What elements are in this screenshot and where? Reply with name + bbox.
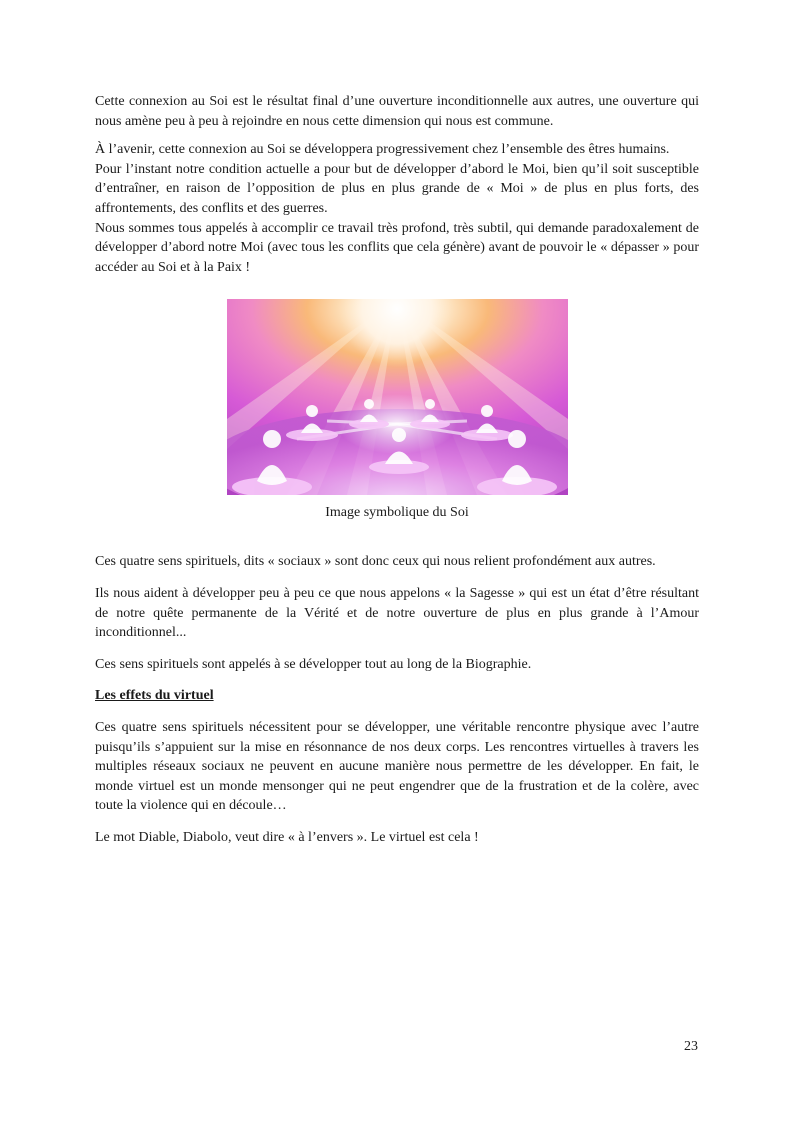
paragraph: Ces sens spirituels sont appelés à se développer tout au long de la Biographie. — [95, 656, 532, 672]
figure-caption: Image symbolique du Soi — [325, 505, 469, 521]
paragraph: Cette connexion au Soi est le résultat final d’une ouverture inconditionnelle aux autres, une ouverture qui nous amène peu à peu à rejoindre en nous cette dimension qui nous est commune. — [95, 94, 699, 129]
paragraph: Ils nous aident à développer peu à peu ce que nous appelons « la Sagesse » qui est un état d’être résultant de notre quête permanente de la Vérité et de notre ouverture de plus en plus grande à l’Amour inconditionnel... — [95, 585, 699, 641]
meditating-figures-in-light-image — [227, 299, 568, 495]
paragraph: Pour l’instant notre condition actuelle a pour but de développer d’abord le Moi, bien qu’il soit susceptible d’entraîner, en raison de l’opposition de plus en plus grande de « Moi » de plus en plus forts, des affrontements, des conflits et des guerres. — [95, 161, 699, 216]
paragraph: À l’avenir, cette connexion au Soi se développera progressivement chez l’ensemble des êtres humains. — [95, 142, 670, 158]
paragraph: Nous sommes tous appelés à accomplir ce travail très profond, très subtil, qui demande paradoxalement de développer d’abord notre Moi (avec tous les conflits que cela génère) avant de pouvoir le « dépasser » pour accéder au Soi et à la Paix ! — [95, 220, 699, 275]
figure — [95, 299, 699, 522]
paragraph: Ces quatre sens spirituels, dits « sociaux » sont donc ceux qui nous relient profondément aux autres. — [95, 554, 656, 570]
paragraph: Ces quatre sens spirituels nécessitent pour se développer, une véritable rencontre physique avec l’autre puisqu’ils s’appuient sur la mise en résonnance de nos deux corps. Les rencontres virtuelles à travers les multiples réseaux sociaux ne peuvent en aucune manière nous permettre de les développer. En fait, le monde virtuel est un monde mensonger qui ne peut engendrer que de la frustration et de la colère, avec toute la violence qui en découle… — [95, 719, 699, 814]
paragraph: Le mot Diable, Diabolo, veut dire « à l’envers ». Le virtuel est cela ! — [95, 829, 479, 845]
section-heading: Les effets du virtuel — [95, 688, 214, 704]
page-number: 23 — [684, 1039, 698, 1054]
page-content — [95, 92, 699, 847]
